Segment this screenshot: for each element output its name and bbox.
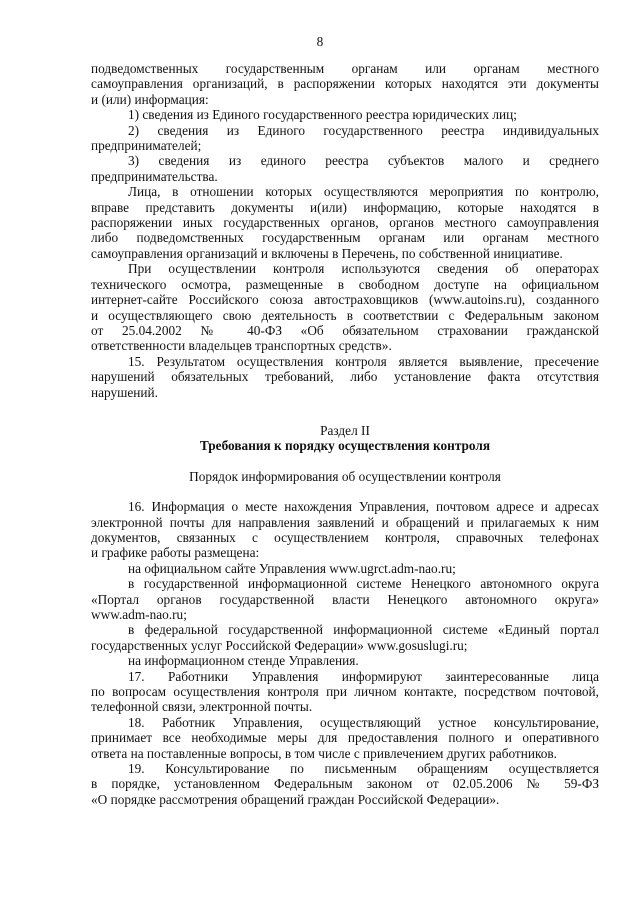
text-line: в федеральной государственной информационной системе «Единый портал xyxy=(128,622,599,638)
text-line: нарушений. xyxy=(91,384,158,400)
list-item xyxy=(91,561,599,576)
text-line: 15. Результатом осуществления контроля является выявление, пресечение xyxy=(128,353,599,369)
paragraph-17 xyxy=(91,669,599,715)
list-item xyxy=(91,153,599,184)
text-line: нарушений обязательных требований, либо установление факта отсутствия xyxy=(91,369,599,385)
paragraph-continuation xyxy=(91,61,599,107)
text-line: вправе представить документы и(или) информацию, которые находятся в xyxy=(91,199,599,215)
text-line: интернет-сайте Российского союза автостраховщиков (www.autoins.ru), созданного xyxy=(91,292,599,308)
text-line: на официальном сайте Управления www.ugrct.adm-nao.ru; xyxy=(128,560,456,576)
text-line: При осуществлении контроля используются сведения об операторах xyxy=(128,261,599,277)
paragraph-18 xyxy=(91,715,599,761)
text-line: 16. Информация о месте нахождения Управления, почтовом адресе и адресах xyxy=(128,499,599,515)
list-item xyxy=(91,107,599,122)
list-item xyxy=(91,622,599,653)
text-line: «О порядке рассмотрения обращений граждан Российской Федерации». xyxy=(91,791,500,807)
paragraph-16 xyxy=(91,499,599,561)
text-line: 17. Работники Управления информируют заинтересованные лица xyxy=(128,668,599,684)
section-title: Требования к порядку осуществления контроля xyxy=(199,438,491,454)
text-line: документов, связанных с осуществлением контроля, справочных телефонах xyxy=(91,529,599,545)
text-line: и графике работы размещена: xyxy=(91,545,260,561)
text-line: принимает все необходимые меры для предоставления полного и оперативного xyxy=(91,730,599,746)
paragraph xyxy=(91,184,599,261)
text-line: предпринимателей; xyxy=(91,138,202,154)
text-line: 1) сведения из Единого государственного реестра юридических лиц; xyxy=(128,107,517,123)
text-line: предпринимательства. xyxy=(91,168,218,184)
paragraph-19 xyxy=(91,761,599,807)
text-line: в государственной информационной системе Ненецкого автономного округа xyxy=(128,576,599,592)
text-line: самоуправления организаций, в распоряжении которых находятся эти документы xyxy=(91,76,599,92)
text-line: 19. Консультирование по письменным обращениям осуществляется xyxy=(128,761,599,777)
text-line: и (или) информация: xyxy=(91,91,209,107)
page-number: 8 xyxy=(316,34,324,49)
text-line: либо подведомственных государственным органам или органам местного xyxy=(91,230,599,246)
text-line: Лица, в отношении которых осуществляются мероприятия по контролю, xyxy=(128,184,599,200)
text-line: на информационном стенде Управления. xyxy=(128,653,359,669)
subsection-title: Порядок информирования об осуществлении контроля xyxy=(189,468,501,484)
text-line: самоуправления организаций и включены в Перечень, по собственной инициативе. xyxy=(91,245,563,261)
text-line: 18. Работник Управления, осуществляющий устное консультирование, xyxy=(128,714,599,730)
text-line: технического осмотра, размещенные в свободном доступе на официальном xyxy=(91,276,599,292)
text-line: от 25.04.2002 № 40-ФЗ «Об обязательном страховании гражданской xyxy=(91,322,599,338)
text-line: «Портал органов государственной власти Ненецкого автономного округа» xyxy=(91,591,599,607)
text-line: 2) сведения из Единого государственного реестра индивидуальных xyxy=(128,122,599,138)
text-line: государственных услуг Российской Федерации» www.gosuslugi.ru; xyxy=(91,637,468,653)
text-line: в порядке, установленном Федеральным законом от 02.05.2006 № 59-ФЗ xyxy=(91,776,599,792)
text-line: ответственности владельцев транспортных средств». xyxy=(91,338,392,354)
text-line: телефонной связи, электронной почты. xyxy=(91,699,313,715)
text-line: распоряжении иных государственных органов, органов местного самоуправления xyxy=(91,215,599,231)
text-line: и осуществляющего свою деятельность в соответствии с Федеральным законом xyxy=(91,307,599,323)
list-item xyxy=(91,576,599,622)
section-label: Раздел II xyxy=(320,422,370,438)
text-line: по вопросам осуществления контроля при личном контакте, посредством почтовой, xyxy=(91,684,599,700)
paragraph-15 xyxy=(91,354,599,400)
list-item xyxy=(91,653,599,668)
text-line: подведомственных государственным органам или органам местного xyxy=(91,61,599,76)
page-body xyxy=(91,61,599,807)
text-line: ответа на поставленные вопросы, в том числе с привлечением других работников. xyxy=(91,745,558,761)
list-item xyxy=(91,123,599,154)
paragraph xyxy=(91,261,599,353)
text-line: электронной почты для направления заявлений и обращений и прилагаемых к ним xyxy=(91,514,599,530)
text-line: 3) сведения из единого реестра субъектов малого и среднего xyxy=(128,153,599,169)
text-line: www.adm-nao.ru; xyxy=(91,607,187,622)
